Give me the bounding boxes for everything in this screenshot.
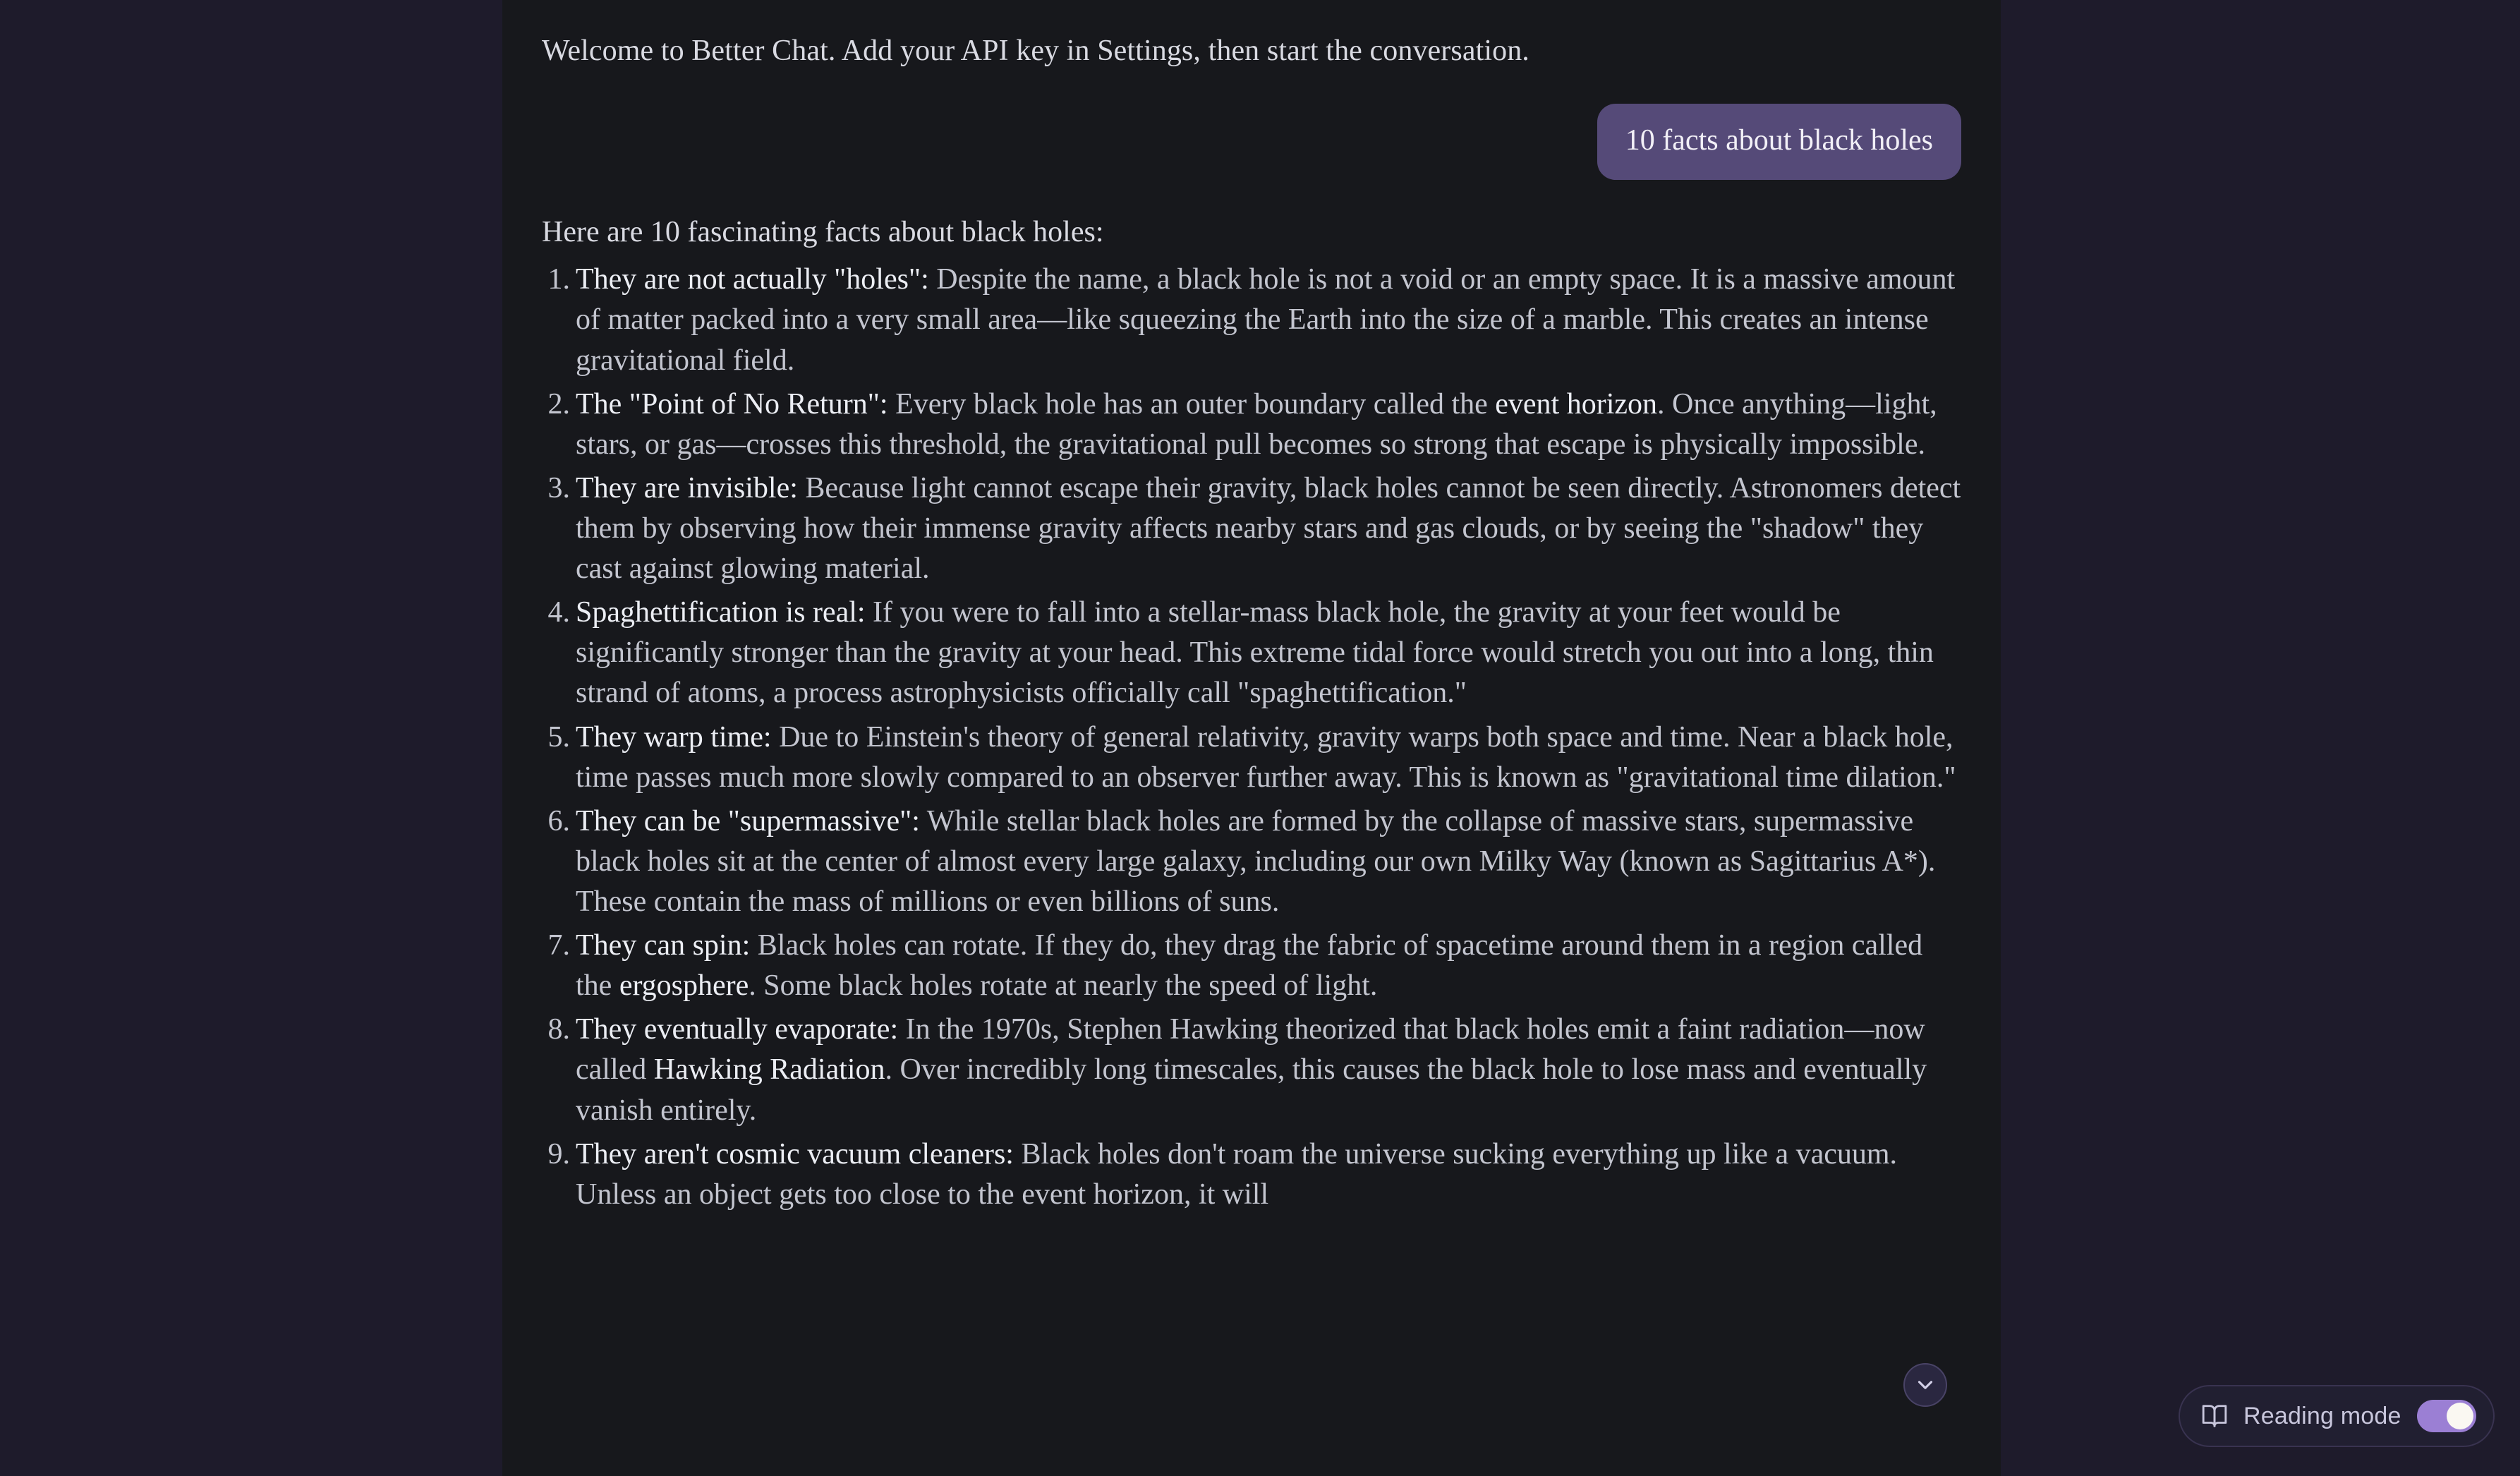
reading-mode-switch-knob: [2447, 1403, 2473, 1429]
fact-lead-in: They are not actually "holes":: [576, 263, 929, 296]
fact-lead-in: They aren't cosmic vacuum cleaners:: [576, 1137, 1014, 1170]
chat-thread: [502, 0, 2001, 1215]
reading-panel: [502, 0, 2001, 1476]
fact-lead-in: They eventually evaporate:: [576, 1013, 899, 1046]
fact-body-text: Because light cannot escape their gravity, black holes cannot be seen directly. Astronomers detect them by observing how their immense gravity affects nearby stars and gas clouds, or by seeing the "shadow" they cast against glowing material.: [576, 471, 1961, 586]
fact-list-item: [542, 718, 1965, 798]
fact-body-text: . Once anything—light, stars, or gas—crosses this threshold, the gravitational pull becomes so strong that escape is physically impossible.: [576, 387, 1937, 461]
fact-body-text: In the 1970s, Stephen Hawking theorized that black holes emit a faint radiation—now called: [576, 1013, 1925, 1087]
fact-body-text: Black holes don't roam the universe sucking everything up like a vacuum. Unless an object gets too close to the event horizon, it will: [576, 1137, 1898, 1211]
fact-body-text: If you were to fall into a stellar-mass black hole, the gravity at your feet would be significantly stronger than the gravity at your head. This extreme tidal force would stretch you out into a long, thin strand of atoms, a process astrophysicists officially call "spaghettification.": [576, 596, 1934, 710]
reading-mode-switch[interactable]: [2417, 1400, 2476, 1432]
fact-emphasized-term: Hawking Radiation: [653, 1053, 885, 1087]
user-message-bubble: 10 facts about black holes: [1597, 104, 1961, 181]
fact-body-text: Despite the name, a black hole is not a void or an empty space. It is a massive amount of matter packed into a very small area—like squeezing the Earth into the size of a marble. This creates an intense gravitational field.: [576, 263, 1956, 377]
chevron-down-icon: [1913, 1373, 1937, 1397]
fact-body-text: Due to Einstein's theory of general relativity, gravity warps both space and time. Near a black hole, time passes much more slowly compared to an observer further away. This is known as "gravitational time dilation.": [576, 720, 1956, 794]
fact-list-item: [542, 593, 1965, 713]
reading-mode-toggle-pill[interactable]: [2179, 1385, 2495, 1447]
fact-list-item: [542, 1010, 1965, 1130]
fact-lead-in: Spaghettification is real:: [576, 596, 866, 629]
fact-lead-in: The "Point of No Return":: [576, 387, 888, 421]
fact-list-item: [542, 1135, 1965, 1215]
fact-body-text: . Over incredibly long timescales, this causes the black hole to lose mass and eventually vanish entirely.: [576, 1053, 1927, 1127]
user-message-row: [535, 104, 1965, 181]
reading-mode-label: Reading mode: [2243, 1402, 2401, 1429]
assistant-intro-text: Here are 10 fascinating facts about black holes:: [542, 216, 1104, 249]
fact-body-text: . Some black holes rotate at nearly the speed of light.: [749, 969, 1378, 1003]
fact-list-item: [542, 385, 1965, 465]
fact-lead-in: They can be "supermassive":: [576, 804, 920, 837]
fact-body-text: Every black hole has an outer boundary called the: [888, 387, 1496, 421]
fact-body-text: While stellar black holes are formed by the collapse of massive stars, supermassive black holes sit at the center of almost every large galaxy, including our own Milky Way (known as Sagittarius A*). These contain the mass of millions or even billions of suns.: [576, 804, 1936, 919]
scroll-to-bottom-button[interactable]: [1903, 1363, 1947, 1407]
fact-emphasized-term: event horizon: [1495, 387, 1658, 421]
facts-list: [542, 260, 1965, 1215]
fact-list-item: [542, 926, 1965, 1006]
fact-list-item: [542, 801, 1965, 922]
fact-emphasized-term: ergosphere: [619, 969, 749, 1003]
assistant-message: [535, 211, 1965, 1214]
book-open-icon: [2201, 1403, 2228, 1429]
fact-lead-in: They warp time:: [576, 720, 772, 754]
system-welcome-message: Welcome to Better Chat. Add your API key in Settings, then start the conversation.: [542, 35, 1529, 67]
fact-body-text: Black holes can rotate. If they do, they drag the fabric of spacetime around them in a region called the: [576, 929, 1923, 1003]
fact-lead-in: They are invisible:: [576, 471, 798, 504]
fact-lead-in: They can spin:: [576, 929, 751, 962]
fact-list-item: [542, 260, 1965, 380]
fact-list-item: [542, 468, 1965, 589]
